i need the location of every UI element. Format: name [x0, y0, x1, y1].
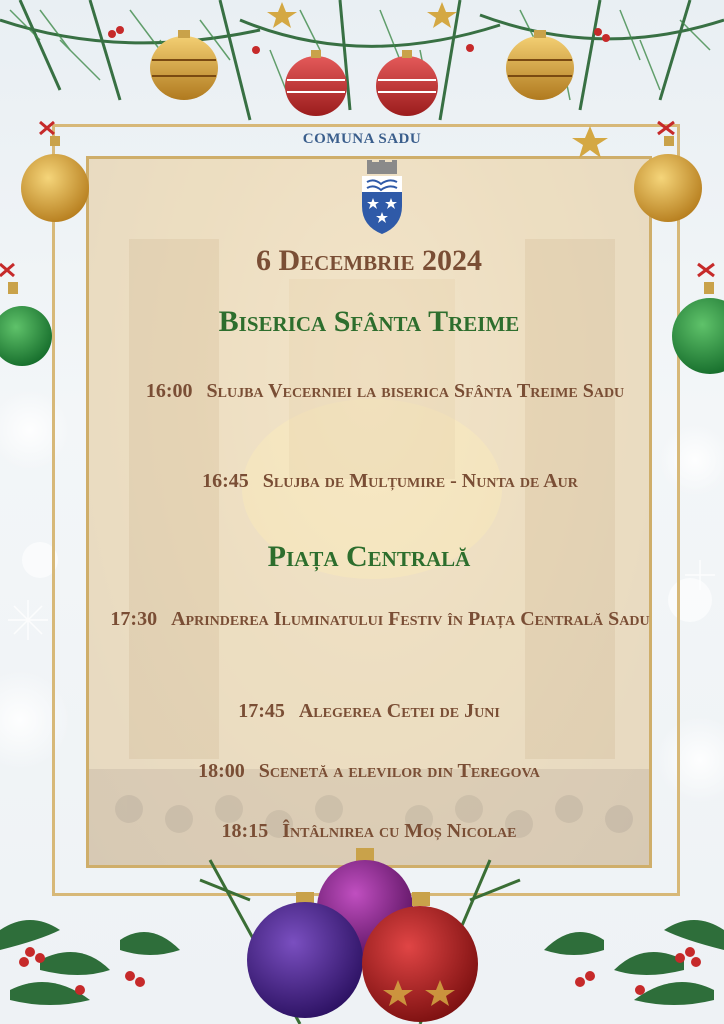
- star-icon: [267, 2, 457, 28]
- christmas-ornament-icon: [672, 298, 724, 374]
- event-time: 17:45: [238, 700, 285, 722]
- event-text: Slujba Vecerniei la biserica Sfânta Treime Sadu: [206, 380, 625, 402]
- event-time: 17:30: [110, 608, 158, 630]
- right-ornaments: [560, 110, 724, 390]
- event-time: 18:00: [198, 760, 245, 782]
- event-text: Alegerea Cetei de Juni: [298, 700, 500, 722]
- event-text: Slujba de Mulțumire - Nunta de Aur: [262, 470, 578, 492]
- christmas-ornament-icon: [634, 154, 702, 222]
- christmas-ornament-icon: [376, 50, 438, 116]
- christmas-ornament-icon: [506, 30, 574, 100]
- event-text: Aprinderea Iluminatului Festiv în Piața Centrală Sadu: [171, 608, 650, 630]
- christmas-ornament-icon: [0, 306, 52, 366]
- coat-of-arms-icon: [359, 160, 405, 236]
- section-title-church: Biserica Sfânta Treime: [218, 305, 520, 338]
- schedule-item: [86, 756, 652, 786]
- schedule-item: [100, 604, 660, 634]
- event-text: Întâlnirea cu Moș Nicolae: [282, 820, 517, 842]
- event-time: 16:45: [202, 470, 249, 492]
- village-title: COMUNA SADU: [302, 131, 422, 147]
- event-time: 18:15: [221, 820, 269, 842]
- star-icon: [572, 126, 608, 158]
- bottom-decoration: [0, 840, 724, 1024]
- christmas-ornament-icon: [285, 50, 347, 116]
- schedule-item: [140, 466, 640, 496]
- christmas-ornament-icon: [21, 154, 89, 222]
- event-time: 16:00: [145, 380, 193, 402]
- snowflake-icon: [8, 600, 48, 640]
- event-date: 6 Decembrie 2024: [255, 244, 483, 277]
- section-title-square: Piața Centrală: [267, 540, 471, 573]
- event-text: Scenetă a elevilor din Teregova: [258, 760, 540, 782]
- left-ornaments: [0, 110, 110, 390]
- pine-branch-icon: [0, 0, 724, 120]
- schedule-item: [86, 696, 652, 726]
